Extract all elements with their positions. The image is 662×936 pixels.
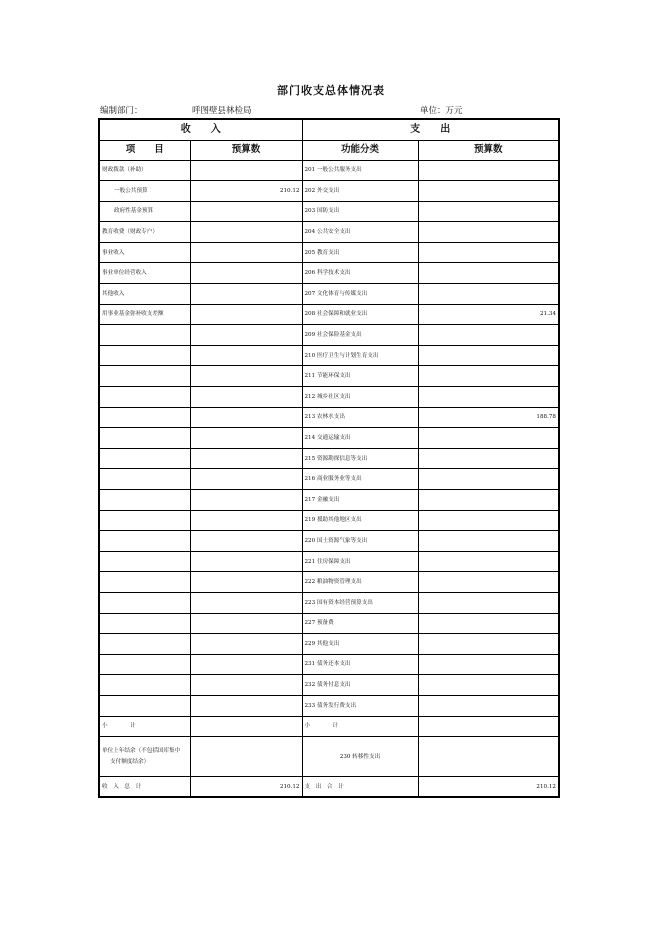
income-item bbox=[99, 551, 190, 572]
budget-table bbox=[98, 118, 560, 798]
income-value bbox=[190, 551, 302, 572]
expense-value bbox=[418, 366, 559, 387]
income-value bbox=[190, 325, 302, 346]
table-row bbox=[99, 469, 559, 490]
income-value bbox=[190, 490, 302, 511]
expense-item: 216 商业服务业等支出 bbox=[302, 469, 418, 490]
expense-value bbox=[418, 469, 559, 490]
expense-item: 206 科学技术支出 bbox=[302, 263, 418, 284]
income-value bbox=[190, 222, 302, 243]
table-row bbox=[99, 284, 559, 305]
income-value: 210.12 bbox=[190, 181, 302, 202]
income-value bbox=[190, 510, 302, 531]
income-item bbox=[99, 325, 190, 346]
expense-item: 223 国有资本经营预算支出 bbox=[302, 592, 418, 613]
income-value bbox=[190, 613, 302, 634]
expense-item: 208 社会保障和就业支出 bbox=[302, 304, 418, 325]
expense-value bbox=[418, 181, 559, 202]
income-item bbox=[99, 572, 190, 593]
page-title: 部门收支总体情况表 bbox=[277, 84, 385, 97]
income-item: 一般公共预算 bbox=[99, 181, 190, 202]
income-header: 收 入 bbox=[99, 119, 302, 140]
income-value bbox=[190, 469, 302, 490]
income-item bbox=[99, 654, 190, 675]
income-item: 事业单位经营收入 bbox=[99, 263, 190, 284]
expense-value bbox=[418, 592, 559, 613]
table-row bbox=[99, 654, 559, 675]
expense-item: 215 资源勘探信息等支出 bbox=[302, 448, 418, 469]
expense-header: 支 出 bbox=[302, 119, 559, 140]
carryover-label-line2: 支付额度结余） bbox=[110, 758, 150, 765]
expense-item: 214 交通运输支出 bbox=[302, 428, 418, 449]
expense-value bbox=[418, 634, 559, 655]
dept-label: 编制部门： bbox=[100, 106, 143, 116]
table-row bbox=[99, 675, 559, 696]
income-value bbox=[190, 284, 302, 305]
income-item bbox=[99, 469, 190, 490]
dept-name: 呼图壁县林检局 bbox=[192, 106, 252, 116]
income-value bbox=[190, 160, 302, 181]
expense-value bbox=[418, 160, 559, 181]
unit-label: 单位：万元 bbox=[420, 106, 463, 116]
income-item bbox=[99, 531, 190, 552]
expense-item: 209 社会保险基金支出 bbox=[302, 325, 418, 346]
expense-item: 227 预备费 bbox=[302, 613, 418, 634]
table-row bbox=[99, 634, 559, 655]
income-item bbox=[99, 407, 190, 428]
transfer-expense-label: 230 转移性支出 bbox=[302, 737, 418, 777]
income-total-value: 210.12 bbox=[190, 777, 302, 798]
income-item bbox=[99, 613, 190, 634]
table-row bbox=[99, 510, 559, 531]
table-row bbox=[99, 387, 559, 408]
expense-subtotal-value bbox=[418, 716, 559, 737]
income-item bbox=[99, 366, 190, 387]
expense-item: 213 农林水支出 bbox=[302, 407, 418, 428]
expense-total-value: 210.12 bbox=[418, 777, 559, 798]
income-item bbox=[99, 387, 190, 408]
income-item bbox=[99, 634, 190, 655]
carryover-label bbox=[99, 737, 190, 777]
expense-value bbox=[418, 510, 559, 531]
expense-item: 212 城乡社区支出 bbox=[302, 387, 418, 408]
expense-value bbox=[418, 325, 559, 346]
table-row bbox=[99, 531, 559, 552]
income-value bbox=[190, 695, 302, 716]
income-value bbox=[190, 428, 302, 449]
table-row bbox=[99, 242, 559, 263]
income-value bbox=[190, 407, 302, 428]
income-item bbox=[99, 675, 190, 696]
income-item: 事业收入 bbox=[99, 242, 190, 263]
expense-value bbox=[418, 531, 559, 552]
expense-value bbox=[418, 572, 559, 593]
table-row bbox=[99, 366, 559, 387]
table-row bbox=[99, 613, 559, 634]
expense-value bbox=[418, 201, 559, 222]
table-row bbox=[99, 263, 559, 284]
expense-value bbox=[418, 675, 559, 696]
income-total-label: 收 入 总 计 bbox=[99, 777, 190, 798]
income-item bbox=[99, 490, 190, 511]
table-row bbox=[99, 345, 559, 366]
expense-value: 21.34 bbox=[418, 304, 559, 325]
expense-item: 210 医疗卫生与计划生育支出 bbox=[302, 345, 418, 366]
expense-value bbox=[418, 263, 559, 284]
total-row bbox=[99, 777, 559, 798]
table-row bbox=[99, 490, 559, 511]
expense-item: 231 债务还本支出 bbox=[302, 654, 418, 675]
income-value bbox=[190, 448, 302, 469]
budget-in-header: 预算数 bbox=[190, 140, 302, 160]
income-subtotal-value bbox=[190, 716, 302, 737]
table-row bbox=[99, 407, 559, 428]
income-item bbox=[99, 510, 190, 531]
expense-item: 222 粮油物资管理支出 bbox=[302, 572, 418, 593]
expense-item: 202 外交支出 bbox=[302, 181, 418, 202]
income-item: 用事业基金弥补收支差额 bbox=[99, 304, 190, 325]
carryover-value bbox=[190, 737, 302, 777]
income-value bbox=[190, 242, 302, 263]
expense-item: 219 援助其他地区支出 bbox=[302, 510, 418, 531]
table-row bbox=[99, 551, 559, 572]
income-value bbox=[190, 654, 302, 675]
income-value bbox=[190, 572, 302, 593]
income-value bbox=[190, 263, 302, 284]
expense-value bbox=[418, 242, 559, 263]
expense-item: 205 教育支出 bbox=[302, 242, 418, 263]
table-row bbox=[99, 201, 559, 222]
income-value bbox=[190, 675, 302, 696]
subtotal-row bbox=[99, 716, 559, 737]
income-item bbox=[99, 592, 190, 613]
expense-value bbox=[418, 284, 559, 305]
table-row bbox=[99, 592, 559, 613]
income-value bbox=[190, 634, 302, 655]
transfer-expense-value bbox=[418, 737, 559, 777]
income-value bbox=[190, 531, 302, 552]
income-item: 其他收入 bbox=[99, 284, 190, 305]
carryover-label-line1: 单位上年结余（不包括国库集中 bbox=[102, 748, 181, 754]
expense-item: 217 金融支出 bbox=[302, 490, 418, 511]
table-row bbox=[99, 222, 559, 243]
expense-value bbox=[418, 428, 559, 449]
income-item bbox=[99, 428, 190, 449]
expense-item: 204 公共安全支出 bbox=[302, 222, 418, 243]
expense-value bbox=[418, 654, 559, 675]
table-row bbox=[99, 448, 559, 469]
expense-value bbox=[418, 448, 559, 469]
expense-subtotal-label: 小 计 bbox=[302, 716, 418, 737]
expense-item: 233 债务发行费支出 bbox=[302, 695, 418, 716]
expense-item: 221 住房保障支出 bbox=[302, 551, 418, 572]
table-row bbox=[99, 572, 559, 593]
expense-value bbox=[418, 490, 559, 511]
expense-item: 232 债务付息支出 bbox=[302, 675, 418, 696]
expense-total-label: 支 出 合 计 bbox=[302, 777, 418, 798]
expense-value bbox=[418, 695, 559, 716]
table-row bbox=[99, 181, 559, 202]
carryover-row bbox=[99, 737, 559, 777]
expense-value bbox=[418, 387, 559, 408]
expense-item: 211 节能环保支出 bbox=[302, 366, 418, 387]
table-row bbox=[99, 160, 559, 181]
income-item bbox=[99, 695, 190, 716]
table-row bbox=[99, 428, 559, 449]
expense-value bbox=[418, 222, 559, 243]
income-value bbox=[190, 387, 302, 408]
income-value bbox=[190, 304, 302, 325]
expense-value: 188.78 bbox=[418, 407, 559, 428]
income-item: 教育收费（财政专户） bbox=[99, 222, 190, 243]
expense-value bbox=[418, 551, 559, 572]
income-value bbox=[190, 201, 302, 222]
income-value bbox=[190, 592, 302, 613]
expense-value bbox=[418, 613, 559, 634]
income-value bbox=[190, 345, 302, 366]
income-value bbox=[190, 366, 302, 387]
table-row bbox=[99, 695, 559, 716]
income-subtotal-label: 小 计 bbox=[99, 716, 190, 737]
budget-out-header: 预算数 bbox=[418, 140, 559, 160]
expense-item: 203 国防支出 bbox=[302, 201, 418, 222]
func-class-header: 功能分类 bbox=[302, 140, 418, 160]
income-item bbox=[99, 345, 190, 366]
table-row bbox=[99, 304, 559, 325]
item-header: 项 目 bbox=[99, 140, 190, 160]
income-item: 财政拨款（补助） bbox=[99, 160, 190, 181]
table-row bbox=[99, 325, 559, 346]
expense-value bbox=[418, 345, 559, 366]
expense-item: 220 国土资源气象等支出 bbox=[302, 531, 418, 552]
income-item bbox=[99, 448, 190, 469]
expense-item: 229 其他支出 bbox=[302, 634, 418, 655]
expense-item: 207 文化体育与传媒支出 bbox=[302, 284, 418, 305]
income-item: 政府性基金预算 bbox=[99, 201, 190, 222]
expense-item: 201 一般公共服务支出 bbox=[302, 160, 418, 181]
